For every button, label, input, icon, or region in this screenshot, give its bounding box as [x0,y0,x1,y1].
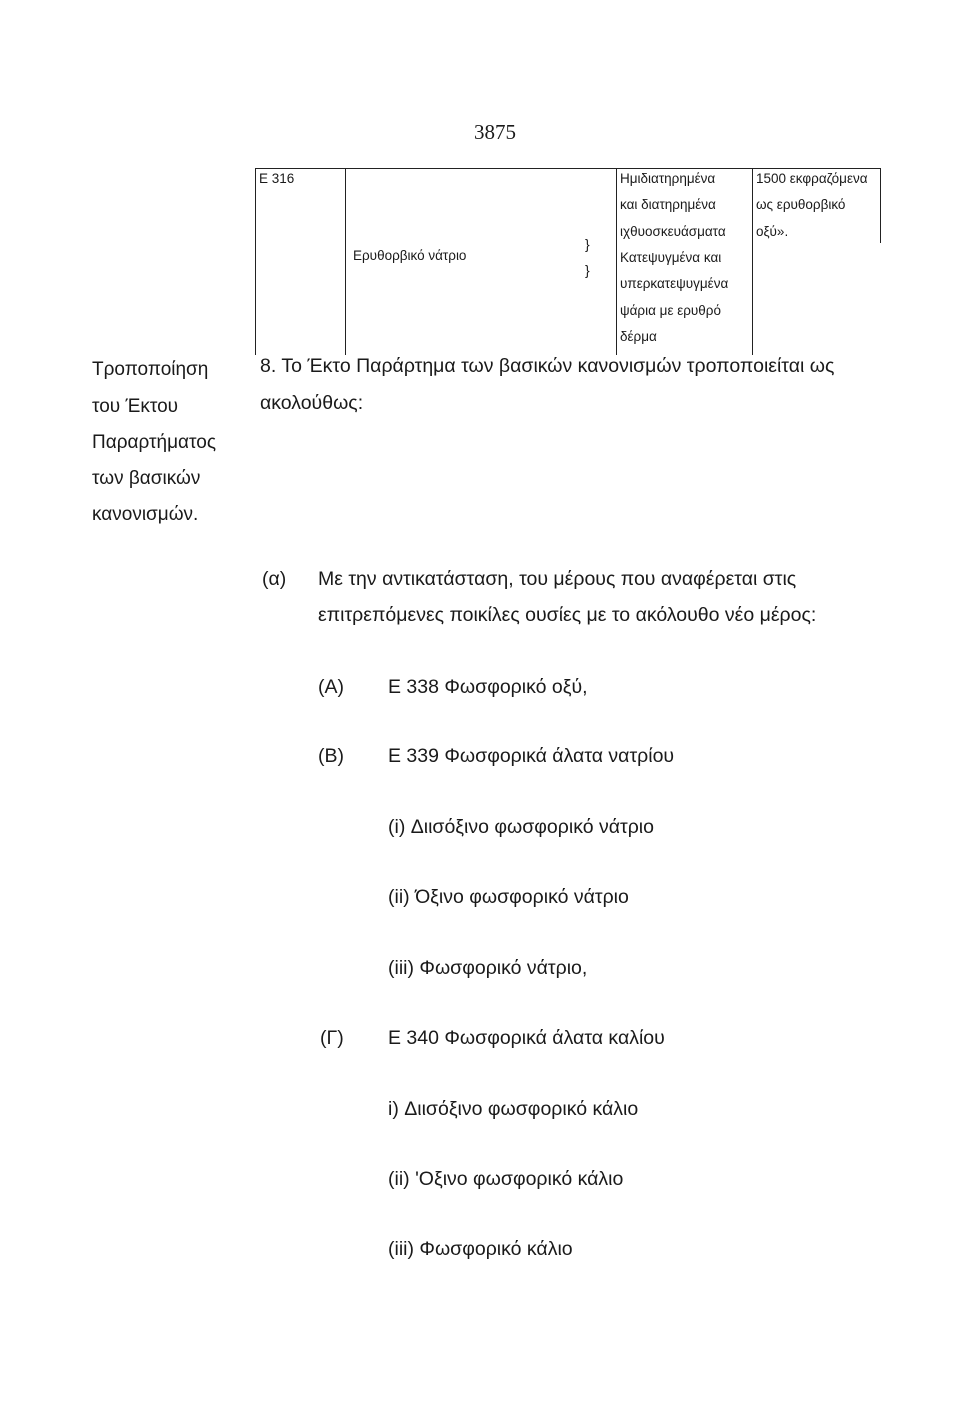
item-a-line: επιτρεπόμενες ποικίλες ουσίες με το ακόλουθο νέο μέρος: [318,604,817,626]
margin-note-line: του Έκτου [92,396,179,417]
sub-item: (ii) Όξινο φωσφορικό νάτριο [388,886,629,908]
max-limit-line: οξύ». [756,224,789,239]
margin-note-line: κανονισμών. [92,504,199,525]
additive-code: E 316 [259,171,295,186]
food-category-line: δέρμα [620,329,657,344]
entry-text: E 340 Φωσφορικά άλατα καλίου [388,1027,665,1049]
entry-marker: (B) [318,745,344,767]
food-category-line: υπερκατεψυγμένα [620,276,729,291]
food-category-line: και διατηρημένα [620,197,716,212]
paragraph-8-line: ακολούθως: [260,392,364,414]
sub-item: (i) Διισόξινο φωσφορικό νάτριο [388,816,654,838]
entry-text: E 338 Φωσφορικό οξύ, [388,676,588,698]
sub-item: (iii) Φωσφορικό νάτριο, [388,957,588,979]
food-category-line: ψάρια με ερυθρό [620,303,721,318]
paragraph-8-line: 8. Το Έκτο Παράρτημα των βασικών κανονισμών τροποποιείται ως [260,355,835,377]
max-limit-line: 1500 εκφραζόμενα [756,171,868,186]
page-number: 3875 [474,120,516,144]
table-col-divider-1 [345,168,346,355]
item-a-line: Με την αντικατάσταση, του μέρους που αναφέρεται στις [318,568,797,590]
food-category-line: Ημιδιατηρημένα [620,171,716,186]
item-a-marker: (α) [262,568,287,590]
sub-item: i) Διισόξινο φωσφορικό κάλιο [388,1098,639,1120]
food-category-line: ιχθυοσκευάσματα [620,224,726,239]
brace-mark: } [585,262,590,278]
brace-mark: } [585,236,590,252]
entry-text: E 339 Φωσφορικά άλατα νατρίου [388,745,675,767]
table-top-border [255,168,881,169]
table-col-divider-3 [752,168,753,355]
food-category-line: Κατεψυγμένα και [620,250,722,265]
table-col-divider-2 [616,168,617,355]
entry-marker: (A) [318,676,344,698]
margin-note-line: των βασικών [92,468,201,489]
sub-item: (ii) 'Οξινο φωσφορικό κάλιο [388,1168,624,1190]
additives-table [255,168,881,355]
substance-name: Ερυθορβικό νάτριο [353,248,467,263]
table-border-right [880,168,881,243]
margin-note-line: Παραρτήματος [92,432,217,453]
margin-note-line: Τροποποίηση [92,359,209,380]
sub-item: (iii) Φωσφορικό κάλιο [388,1238,573,1260]
table-border-left [255,168,256,355]
entry-marker: (Γ) [320,1027,344,1049]
max-limit-line: ως ερυθορβικό [756,197,846,212]
